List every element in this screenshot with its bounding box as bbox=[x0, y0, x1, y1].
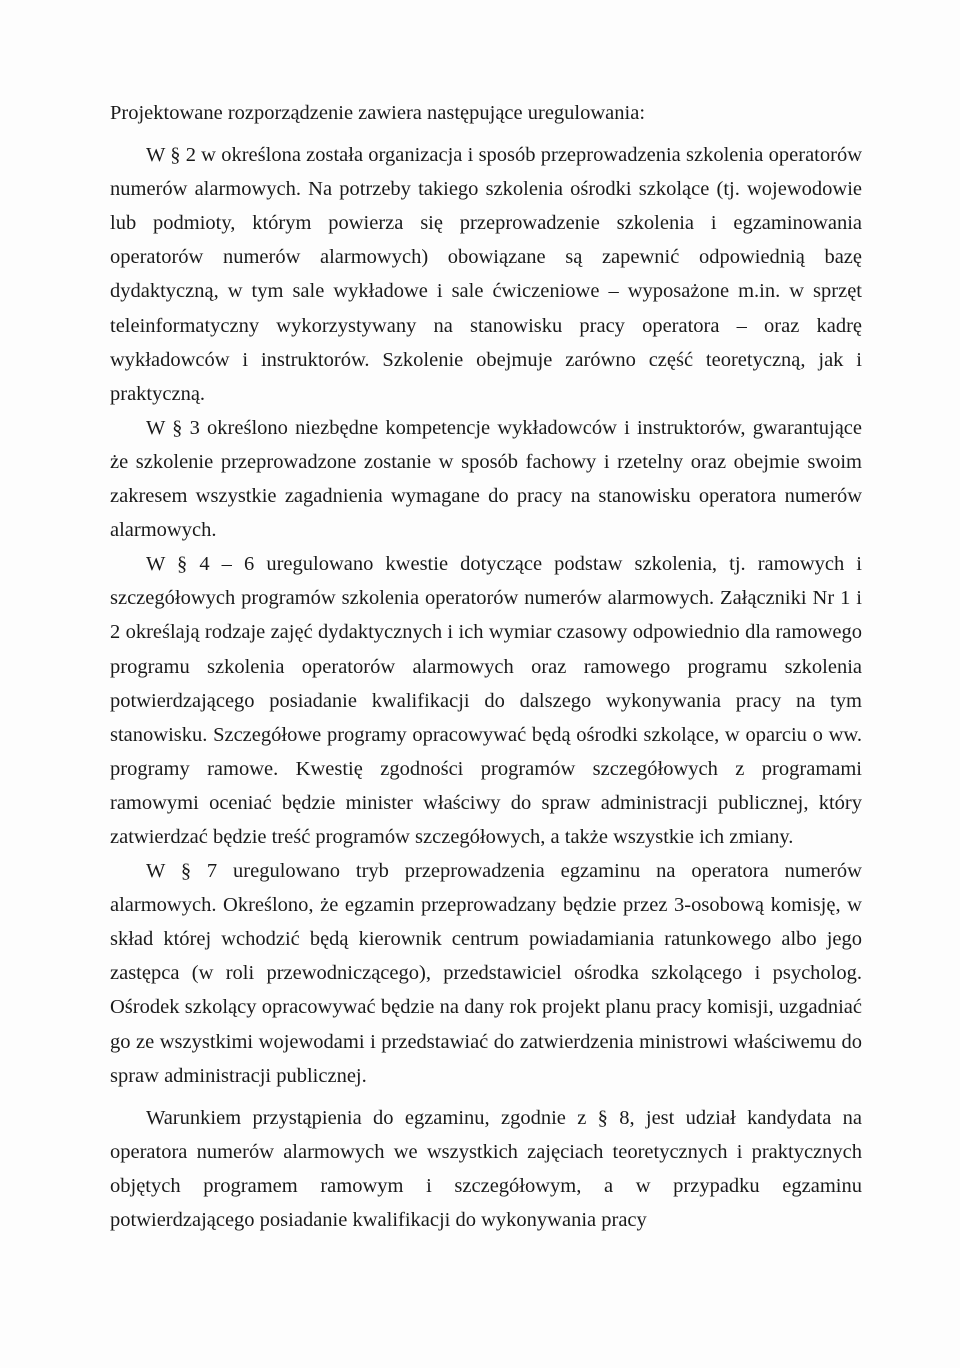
document-body bbox=[110, 96, 862, 1237]
paragraph-par-8: Warunkiem przystąpienia do egzaminu, zgodnie z § 8, jest udział kandydata na operatora numerów alarmowych we wszystkich zajęciach teoretycznych i praktycznych objętych programem ramowym i szczegółowym, a w przypadku egzaminu potwierdzającego posiadanie kwalifikacji do wykonywania pracy bbox=[110, 1106, 862, 1231]
paragraph-par-3: W § 3 określono niezbędne kompetencje wykładowców i instruktorów, gwarantujące że szkolenie przeprowadzone zostanie w sposób fachowy i rzetelny oraz obejmie swoim zakresem wszystkie zagadnienia wymagane do pracy na stanowisku operatora numerów alarmowych. bbox=[110, 416, 862, 542]
paragraph-par-7: W § 7 uregulowano tryb przeprowadzenia egzaminu na operatora numerów alarmowych. Określono, że egzamin przeprowadzany będzie przez 3-osobową komisję, w skład której wchodzić będą kierownik centrum powiadamiania ratunkowego albo jego zastępca (w roli przewodniczącego), przedstawiciel ośrodka szkolącego i psycholog. Ośrodek szkolący opracowywać będzie na dany rok projekt planu pracy komisji, uzgadniać go ze wszystkimi wojewodami i przedstawiać do zatwierdzenia ministrowi właściwemu do spraw administracji publicznej. bbox=[110, 860, 862, 1087]
paragraph-par-4-6: W § 4 – 6 uregulowano kwestie dotyczące podstaw szkolenia, tj. ramowych i szczegółowych programów szkolenia operatorów numerów alarmowych. Załączniki Nr 1 i 2 określają rodzaje zajęć dydaktycznych i ich wymiar czasowy odpowiednio dla ramowego programu szkolenia operatorów alarmowych oraz ramowego programu szkolenia potwierdzającego posiadanie kwalifikacji do dalszego wykonywania pracy na tym stanowisku. Szczegółowe programy opracowywać będą ośrodki szkolące, w oparciu o ww. programy ramowe. Kwestię zgodności programów szczegółowych z programami ramowymi oceniać będzie minister właściwy do spraw administracji publicznej, który zatwierdzać będzie treść programów szczegółowych, a także wszystkie ich zmiany. bbox=[110, 553, 862, 848]
intro-line: Projektowane rozporządzenie zawiera następujące uregulowania: bbox=[110, 102, 646, 124]
paragraph-par-2: W § 2 w określona została organizacja i sposób przeprowadzenia szkolenia operatorów numerów alarmowych. Na potrzeby takiego szkolenia ośrodki szkolące (tj. wojewodowie lub podmioty, którym powierza się przeprowadzenie szkolenia i egzaminowania operatorów numerów alarmowych) obowiązane są zapewnić odpowiednią bazę dydaktyczną, w tym sale wykładowe i sale ćwiczeniowe – wyposażone m.in. w sprzęt teleinformatyczny wykorzystywany na stanowisku pracy operatora – oraz kadrę wykładowców i instruktorów. Szkolenie obejmuje zarówno część teoretyczną, jak i praktyczną. bbox=[110, 144, 862, 405]
